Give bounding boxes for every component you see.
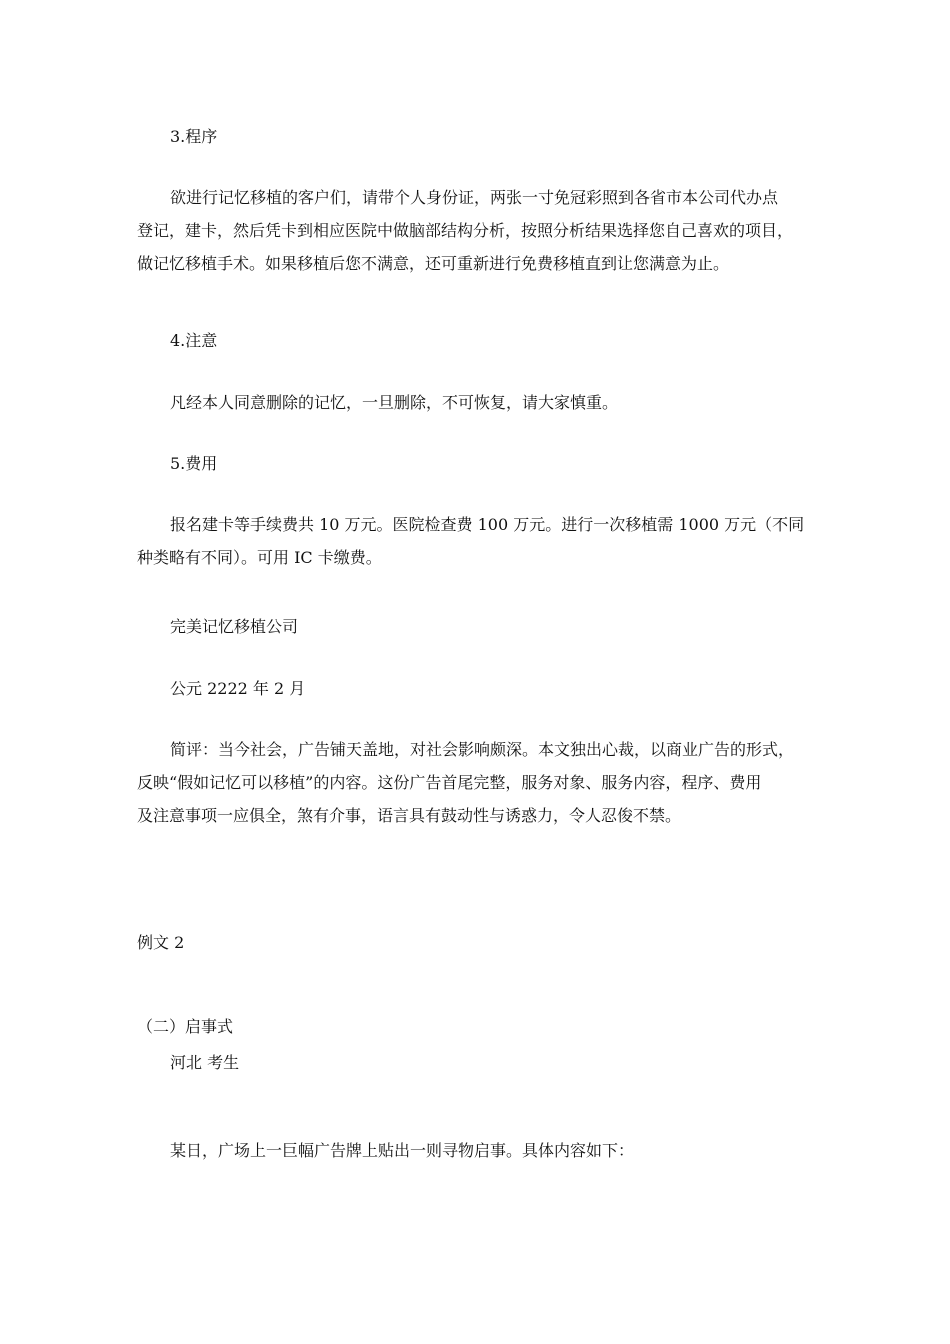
final-paragraph: 某日，广场上一巨幅广告牌上贴出一则寻物启事。具体内容如下： xyxy=(170,1141,635,1160)
comment-paragraph xyxy=(137,733,827,832)
section3-body-line: 做记忆移植手术。如果移植后您不满意，还可重新进行免费移植直到让您满意为止。 xyxy=(137,254,730,273)
section5-body-line: 种类略有不同）。可用 IC 卡缴费。 xyxy=(137,548,382,567)
style-label: （二）启事式 xyxy=(137,1017,234,1036)
section5-body-line: 报名建卡等手续费共 10 万元。医院检查费 100 万元。进行一次移植需 1000 万元（不同 xyxy=(170,515,805,534)
section3-heading: 3.程序 xyxy=(170,127,218,146)
comment-line: 简评：当今社会，广告铺天盖地，对社会影响颇深。本文独出心裁，以商业广告的形式， xyxy=(170,740,795,759)
section5-body xyxy=(137,508,827,574)
signature-company: 完美记忆移植公司 xyxy=(170,617,299,636)
comment-line: 反映“假如记忆可以移植”的内容。这份广告首尾完整，服务对象、服务内容，程序、费用 xyxy=(137,773,762,792)
section4-body: 凡经本人同意删除的记忆，一旦删除，不可恢复，请大家慎重。 xyxy=(170,393,619,412)
section4-heading: 4.注意 xyxy=(170,331,218,350)
section3-body xyxy=(137,181,827,280)
section3-body-line: 登记，建卡，然后凭卡到相应医院中做脑部结构分析，按照分析结果选择您自己喜欢的项目， xyxy=(137,221,794,240)
author-line: 河北 考生 xyxy=(170,1053,240,1072)
signature-date: 公元 2222 年 2 月 xyxy=(170,679,306,698)
comment-line: 及注意事项一应俱全，煞有介事，语言具有鼓动性与诱惑力，令人忍俊不禁。 xyxy=(137,806,682,825)
example2-label: 例文 2 xyxy=(137,933,185,952)
section5-heading: 5.费用 xyxy=(170,454,218,473)
section3-body-line: 欲进行记忆移植的客户们，请带个人身份证，两张一寸免冠彩照到各省市本公司代办点 xyxy=(170,188,779,207)
